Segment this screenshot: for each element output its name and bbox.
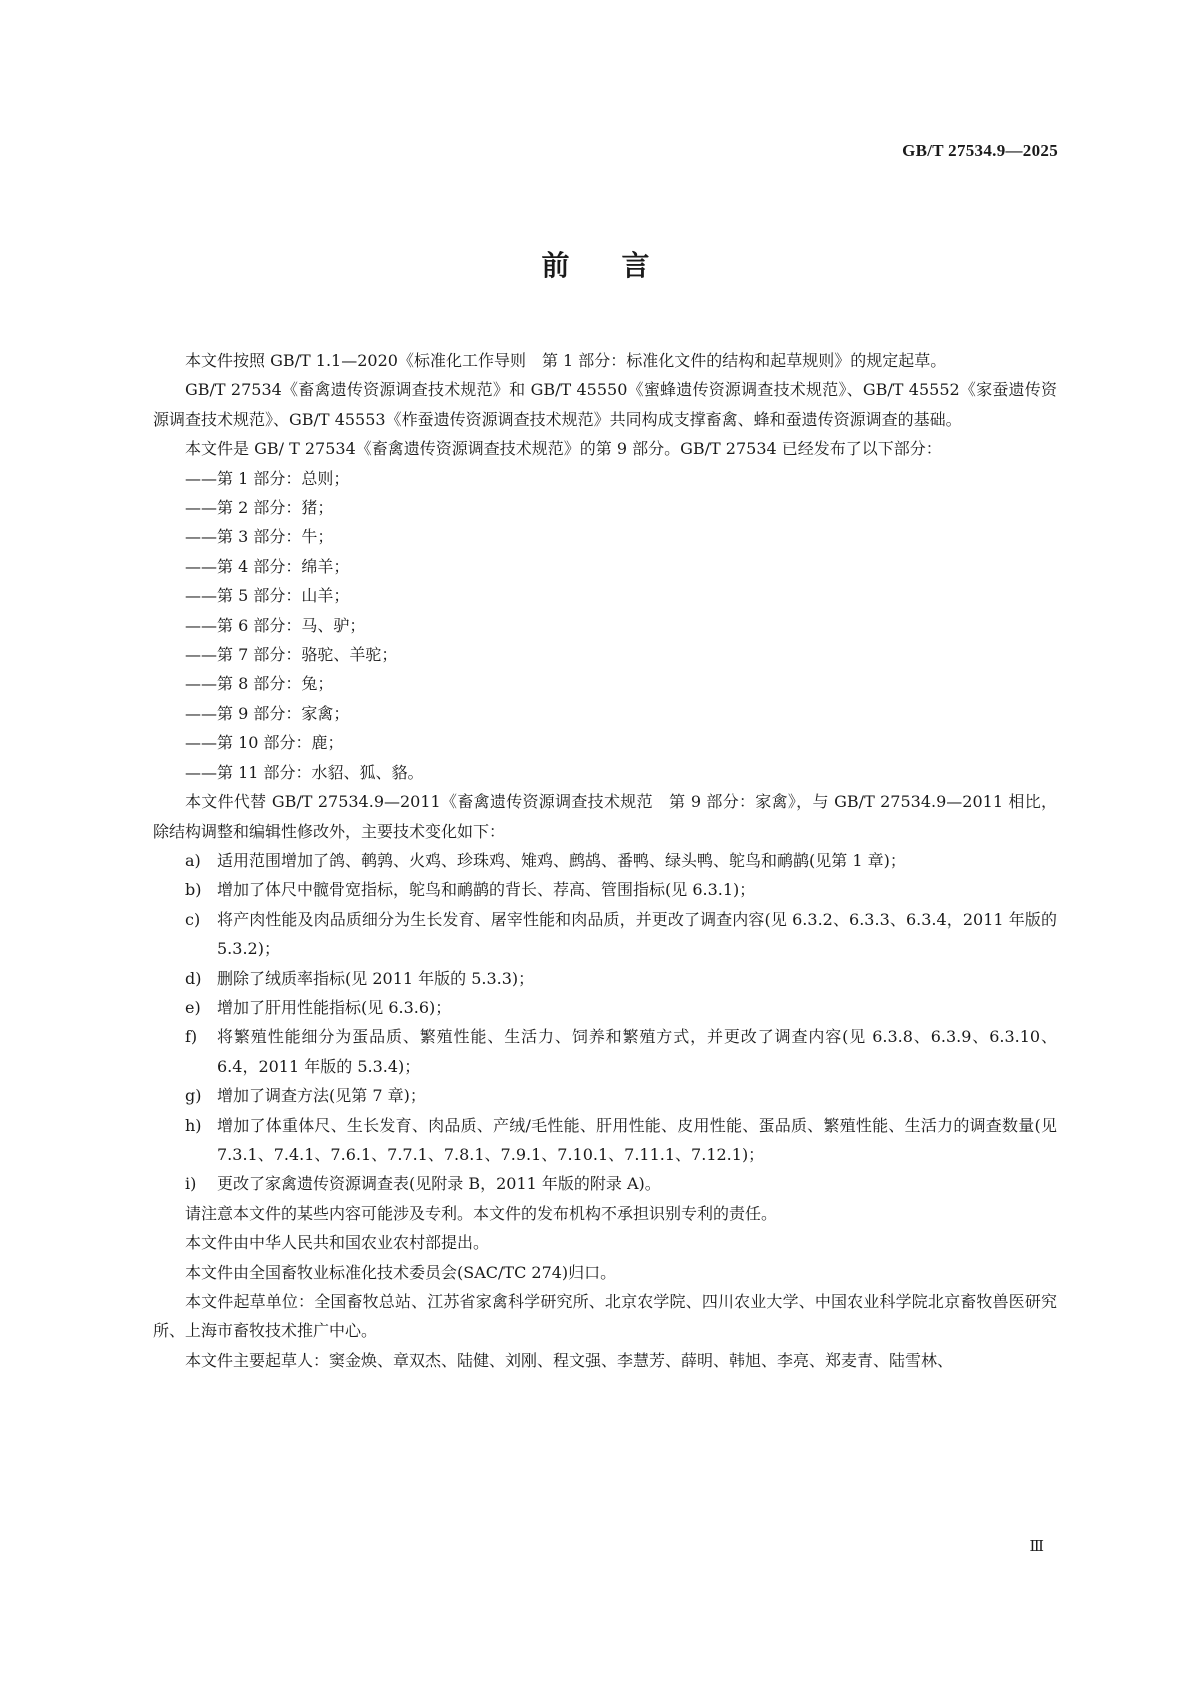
list-item-text: 增加了调查方法(见第 7 章)； bbox=[217, 1086, 426, 1106]
list-item: ——第 8 部分：兔； bbox=[185, 674, 334, 694]
list-item bbox=[153, 993, 1057, 1022]
paragraph-drafters: 本文件主要起草人：窦金焕、章双杰、陆健、刘刚、程文强、李慧芳、薛明、韩旭、李亮、郑麦青、陆雪林、 bbox=[185, 1350, 954, 1370]
list-item: ——第 5 部分：山羊； bbox=[185, 586, 350, 606]
list-item bbox=[153, 905, 1057, 964]
list-item: ——第 7 部分：骆驼、羊驼； bbox=[185, 645, 398, 665]
foreword-body bbox=[153, 346, 1057, 1375]
document-code: GB/T 27534.9—2025 bbox=[902, 141, 1058, 160]
paragraph-drafting-rules: 本文件按照 GB/T 1.1—2020《标准化工作导则 第 1 部分：标准化文件的结构和起草规则》的规定起草。 bbox=[185, 351, 947, 370]
list-marker: f) bbox=[185, 1027, 198, 1047]
list-item-text: 将产肉性能及肉品质细分为生长发育、屠宰性能和肉品质，并更改了调查内容(见 6.3.2、6.3.3、6.3.4，2011 年版的 5.3.2)； bbox=[217, 909, 1057, 959]
paragraph-replacement: 本文件代替 GB/T 27534.9—2011《畜禽遗传资源调查技术规范 第 9 部分：家禽》，与 GB/T 27534.9—2011 相比，除结构调整和编辑性修改外，主要技术变化如下： bbox=[153, 792, 1057, 841]
list-item: ——第 4 部分：绵羊； bbox=[185, 556, 350, 576]
paragraph-drafting-units: 本文件起草单位：全国畜牧总站、江苏省家禽科学研究所、北京农学院、四川农业大学、中国农业科学院北京畜牧兽医研究所、上海市畜牧技术推广中心。 bbox=[153, 1292, 1057, 1341]
parts-list bbox=[153, 464, 1057, 787]
list-marker: d) bbox=[185, 968, 202, 988]
list-item-text: 增加了体重体尺、生长发育、肉品质、产绒/毛性能、肝用性能、皮用性能、蛋品质、繁殖性能、生活力的调查数量(见 7.3.1、7.4.1、7.6.1、7.7.1、7.8.1、7.9.1、7.10.1、7.11.1、7.12.1)； bbox=[217, 1115, 1057, 1164]
list-item bbox=[153, 964, 1057, 993]
list-marker: g) bbox=[185, 1086, 202, 1106]
list-item bbox=[153, 875, 1057, 904]
list-item bbox=[153, 1111, 1057, 1170]
list-item bbox=[153, 1081, 1057, 1110]
paragraph-proposed-by: 本文件由中华人民共和国农业农村部提出。 bbox=[185, 1233, 490, 1253]
list-item bbox=[153, 1022, 1057, 1081]
list-item-text: 将繁殖性能细分为蛋品质、繁殖性能、生活力、饲养和繁殖方式，并更改了调查内容(见 6.3.8、6.3.9、6.3.10、6.4，2011 年版的 5.3.4)； bbox=[217, 1027, 1057, 1076]
list-item-text: 适用范围增加了鸽、鹌鹑、火鸡、珍珠鸡、雉鸡、鹧鸪、番鸭、绿头鸭、鸵鸟和鸸鹋(见第 1 章)； bbox=[217, 850, 906, 870]
list-marker: h) bbox=[185, 1115, 202, 1135]
changes-list bbox=[153, 846, 1057, 1199]
list-item: ——第 10 部分：鹿； bbox=[185, 733, 344, 753]
list-marker: c) bbox=[185, 909, 201, 929]
list-item: ——第 3 部分：牛； bbox=[185, 527, 334, 547]
list-marker: a) bbox=[185, 850, 201, 870]
paragraph-related-standards: GB/T 27534《畜禽遗传资源调查技术规范》和 GB/T 45550《蜜蜂遗传资源调查技术规范》、GB/T 45552《家蚕遗传资源调查技术规范》、GB/T 45553《柞蚕遗传资源调查技术规范》共同构成支撑畜禽、蜂和蚕遗传资源调查的基础。 bbox=[153, 380, 1057, 429]
list-marker: b) bbox=[185, 880, 202, 900]
list-item: ——第 9 部分：家禽； bbox=[185, 703, 350, 723]
list-item-text: 增加了体尺中髋骨宽指标，鸵鸟和鸸鹋的背长、荐高、管围指标(见 6.3.1)； bbox=[217, 880, 756, 900]
list-marker: e) bbox=[185, 997, 201, 1017]
list-item: ——第 11 部分：水貂、狐、貉。 bbox=[185, 762, 424, 782]
list-item-text: 增加了肝用性能指标(见 6.3.6)； bbox=[217, 997, 452, 1017]
list-item bbox=[153, 846, 1057, 875]
paragraph-centralized-by: 本文件由全国畜牧业标准化技术委员会(SAC/TC 274)归口。 bbox=[185, 1262, 617, 1282]
paragraph-series-intro: 本文件是 GB/ T 27534《畜禽遗传资源调查技术规范》的第 9 部分。GB/T 27534 已经发布了以下部分： bbox=[185, 439, 942, 459]
list-item: ——第 1 部分：总则； bbox=[185, 468, 350, 488]
list-item: ——第 6 部分：马、驴； bbox=[185, 615, 366, 635]
list-item: ——第 2 部分：猪； bbox=[185, 498, 334, 518]
page-title: 前言 bbox=[541, 249, 702, 282]
page-number: Ⅲ bbox=[1029, 1537, 1044, 1555]
list-item-text: 删除了绒质率指标(见 2011 年版的 5.3.3)； bbox=[217, 968, 535, 988]
list-item bbox=[153, 1169, 1057, 1198]
list-item-text: 更改了家禽遗传资源调查表(见附录 B，2011 年版的附录 A)。 bbox=[217, 1174, 661, 1194]
paragraph-patent-notice: 请注意本文件的某些内容可能涉及专利。本文件的发布机构不承担识别专利的责任。 bbox=[185, 1203, 778, 1223]
list-marker: i) bbox=[185, 1174, 197, 1194]
